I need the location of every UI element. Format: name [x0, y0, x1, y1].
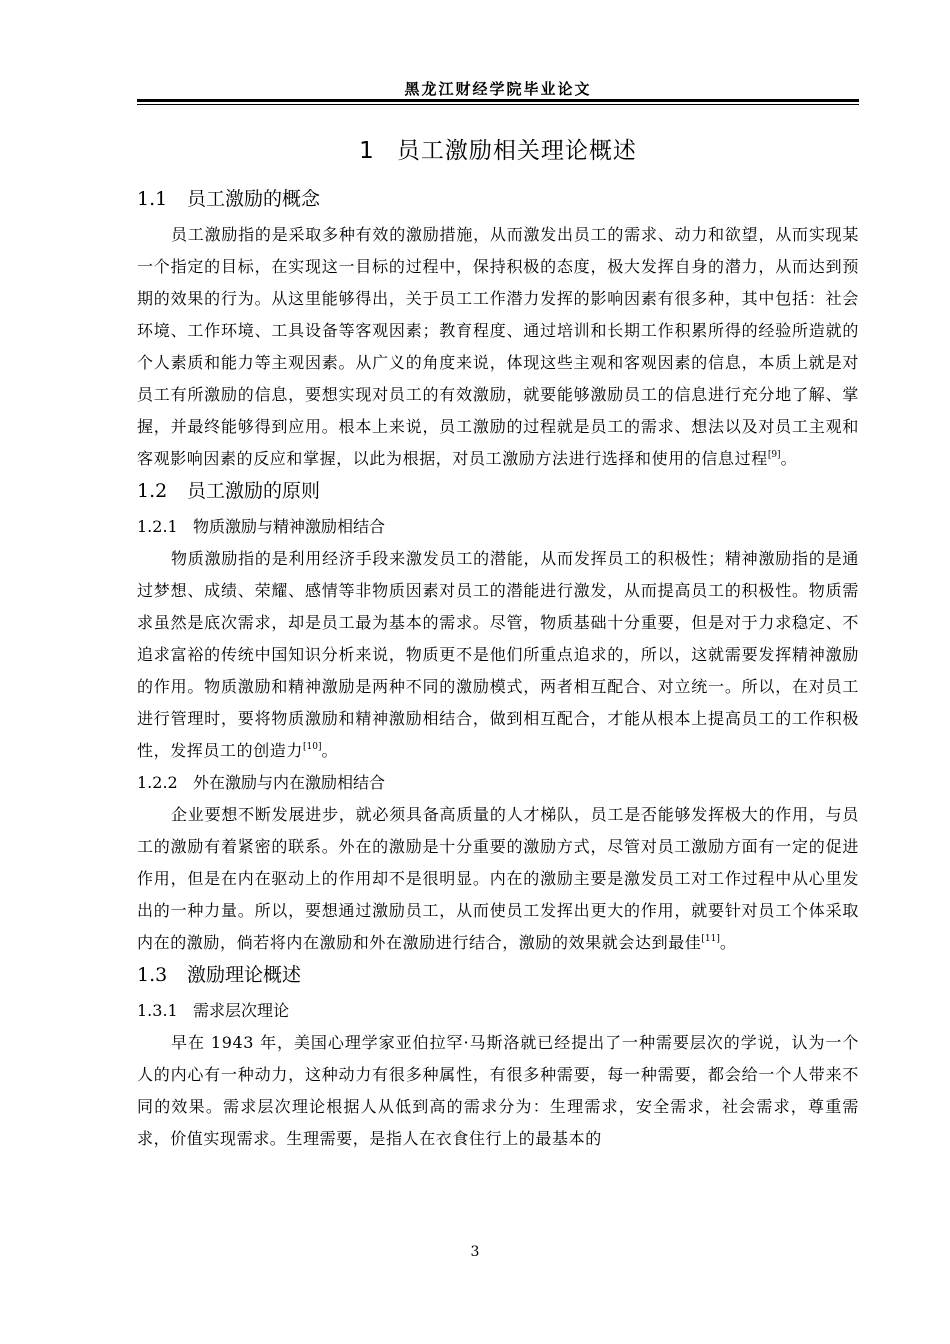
subsection-title: 物质激励与精神激励相结合: [193, 517, 386, 536]
subsection-number: 1.2.2: [137, 773, 178, 792]
paragraph-text: 物质激励指的是利用经济手段来激发员工的潜能，从而发挥员工的积极性；精神激励指的是通过梦想、成绩、荣耀、感情等非物质因素对员工的潜能进行激发，从而提高员工的积极性。物质需求虽然是底次需求，却是员工最为基本的需求。尽管，物质基础十分重要，但是对于力求稳定、不追求富裕的传统中国知识分析来说，物质更不是他们所重点追求的，所以，这就需要发挥精神激励的作用。物质激励和精神激励是两种不同的激励模式，两者相互配合、对立统一。所以，在对员工进行管理时，要将物质激励和精神激励相结合，做到相互配合，才能从根本上提高员工的工作积极性，发挥员工的创造力: [137, 549, 859, 760]
subsection-heading-1-2-1: [137, 511, 859, 543]
section-heading-1-3: [137, 961, 859, 989]
page-body: [137, 128, 859, 1155]
page-number: 3: [470, 1244, 480, 1260]
paragraph-end: 。: [719, 933, 737, 952]
paragraph-1-3-1: [137, 1027, 859, 1155]
paragraph-text: 员工激励指的是采取多种有效的激励措施，从而激发出员工的需求、动力和欲望，从而实现某一个指定的目标，在实现这一目标的过程中，保持积极的态度，极大发挥自身的潜力，从而达到预期的效果的行为。从这里能够得出，关于员工工作潜力发挥的影响因素有很多种，其中包括：社会环境、工作环境、工具设备等客观因素；教育程度、通过培训和长期工作积累所得的经验所造就的个人素质和能力等主观因素。从广义的角度来说，体现这些主观和客观因素的信息，本质上就是对员工有所激励的信息，要想实现对员工的有效激励，就要能够激励员工的信息进行充分地了解、掌握，并最终能够得到应用。根本上来说，员工激励的过程就是员工的需求、想法以及对员工主观和客观影响因素的反应和掌握，以此为根据，对员工激励方法进行选择和使用的信息过程: [137, 225, 859, 468]
subsection-title: 外在激励与内在激励相结合: [193, 773, 386, 792]
subsection-heading-1-3-1: [137, 995, 859, 1027]
paragraph-text: 早在 1943 年，美国心理学家亚伯拉罕·马斯洛就已经提出了一种需要层次的学说，认为一个人的内心有一种动力，这种动力有很多种属性，有很多种需要，每一种需要，都会给一个人带来不同的效果。需求层次理论根据人从低到高的需求分为：生理需求，安全需求，社会需求，尊重需求，价值实现需求。生理需要，是指人在衣食住行上的最基本的: [137, 1033, 859, 1148]
subsection-number: 1.3.1: [137, 1001, 178, 1020]
section-number: 1.1: [137, 188, 168, 210]
section-number: 1.3: [137, 964, 168, 986]
subsection-title: 需求层次理论: [193, 1001, 290, 1020]
paragraph-end: 。: [780, 449, 798, 468]
paragraph-1-2-2: [137, 799, 859, 959]
paragraph-text: 企业要想不断发展进步，就必须具备高质量的人才梯队，员工是否能够发挥极大的作用，与员工的激励有着紧密的联系。外在的激励是十分重要的激励方式，尽管对员工激励方面有一定的促进作用，但是在内在驱动上的作用却不是很明显。内在的激励主要是激发员工对工作过程中从心里发出的一种力量。所以，要想通过激励员工，从而使员工发挥出更大的作用，就要针对员工个体采取内在的激励，倘若将内在激励和外在激励进行结合，激励的效果就会达到最佳: [137, 805, 859, 952]
subsection-number: 1.2.1: [137, 517, 178, 536]
header-rule-thin: [137, 104, 859, 105]
citation-ref: [11]: [701, 934, 720, 944]
section-heading-1-2: [137, 477, 859, 505]
subsection-heading-1-2-2: [137, 767, 859, 799]
paragraph-end: 。: [321, 741, 339, 760]
chapter-number: 1: [359, 138, 375, 164]
citation-ref: [9]: [767, 450, 781, 460]
paragraph-1-2-1: [137, 543, 859, 767]
section-heading-1-1: [137, 185, 859, 213]
header-rule-thick: [137, 99, 859, 102]
chapter-title: [137, 132, 859, 165]
section-title: 员工激励的原则: [187, 480, 321, 502]
paragraph-1-1: [137, 219, 859, 475]
section-title: 员工激励的概念: [187, 188, 321, 210]
citation-ref: [10]: [303, 742, 322, 752]
section-title: 激励理论概述: [187, 964, 302, 986]
running-header: 黑龙江财经学院毕业论文: [404, 80, 592, 98]
chapter-title-text: 员工激励相关理论概述: [396, 138, 637, 164]
section-number: 1.2: [137, 480, 168, 502]
